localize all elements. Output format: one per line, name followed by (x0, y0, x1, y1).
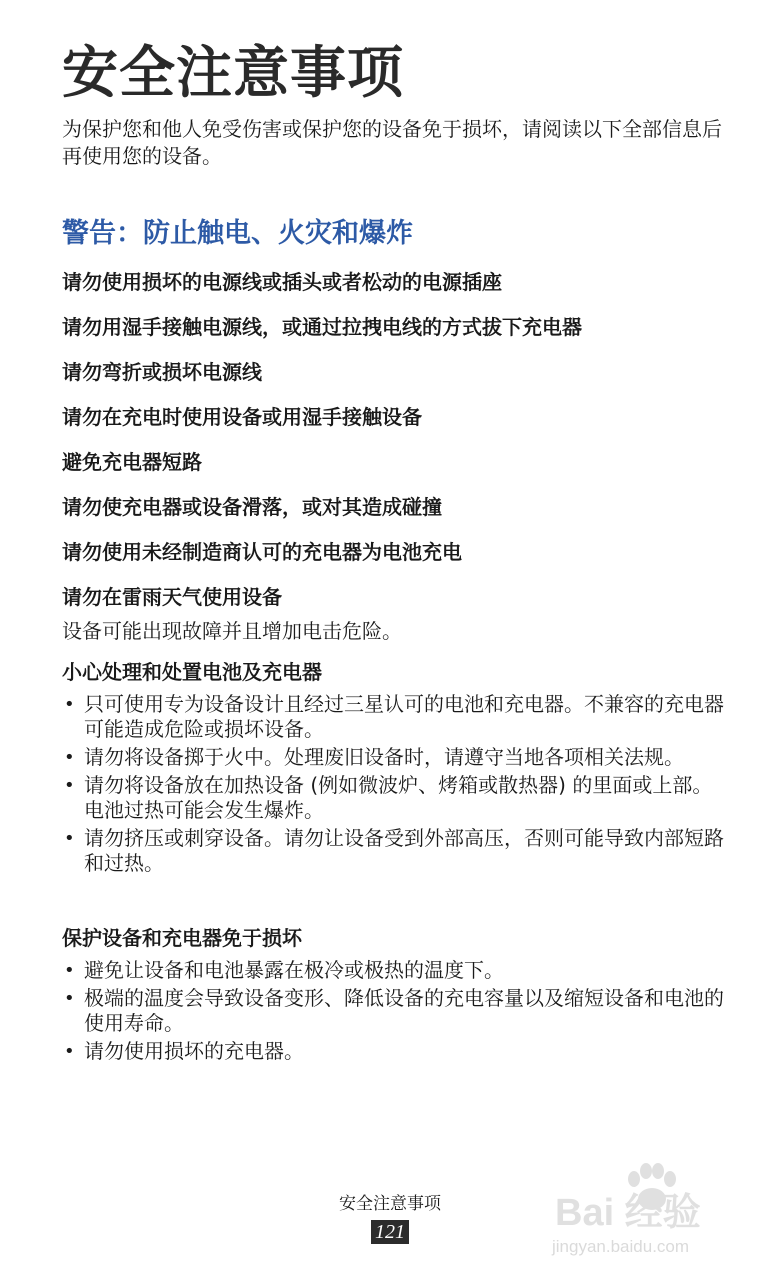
thunder-description: 设备可能出现故障并且增加电击危险。 (62, 619, 402, 643)
bullet-icon: • (64, 960, 75, 981)
bullet-icon: • (64, 1041, 75, 1062)
watermark-brand: Bai 经验 (555, 1192, 701, 1234)
rule-item: 避免充电器短路 (62, 450, 202, 474)
battery-heading: 小心处理和处置电池及充电器 (62, 660, 322, 684)
battery-bullet-list (62, 692, 727, 879)
bullet-icon: • (64, 775, 75, 796)
list-item: • 请勿将设备掷于火中。处理废旧设备时，请遵守当地各项相关法规。 (64, 745, 684, 769)
rule-item: 请勿使充电器或设备滑落，或对其造成碰撞 (62, 495, 442, 519)
list-item: • 请勿挤压或刺穿设备。请勿让设备受到外部高压，否则可能导致内部短路和过热。 (64, 826, 724, 875)
bullet-icon: • (64, 988, 75, 1009)
rule-item: 请勿用湿手接触电源线，或通过拉拽电线的方式拔下充电器 (62, 315, 582, 339)
list-item: • 只可使用专为设备设计且经过三星认可的电池和充电器。不兼容的充电器可能造成危险或损坏设备。 (64, 692, 724, 741)
page-title: 安全注意事项 (62, 41, 404, 106)
rule-item: 请勿在雷雨天气使用设备 (62, 585, 282, 609)
warning-heading: 警告：防止触电、火灾和爆炸 (62, 218, 413, 249)
list-item: • 请勿使用损坏的充电器。 (64, 1039, 304, 1063)
footer-title: 安全注意事项 (339, 1194, 441, 1214)
protect-bullet-list (62, 958, 727, 1067)
bullet-icon: • (64, 694, 75, 715)
rule-item: 请勿弯折或损坏电源线 (62, 360, 262, 384)
protect-heading: 保护设备和充电器免于损坏 (62, 926, 302, 950)
list-item: • 请勿将设备放在加热设备 (例如微波炉、烤箱或散热器) 的里面或上部。电池过热可能会发生爆炸。 (64, 773, 713, 822)
page-number: 121 (371, 1220, 409, 1244)
list-item: • 极端的温度会导致设备变形、降低设备的充电容量以及缩短设备和电池的使用寿命。 (64, 986, 724, 1035)
bullet-icon: • (64, 828, 75, 849)
bullet-icon: • (64, 747, 75, 768)
intro-paragraph: 为保护您和他人免受伤害或保护您的设备免于损坏，请阅读以下全部信息后再使用您的设备。 (62, 117, 722, 168)
watermark-url: jingyan.baidu.com (552, 1237, 690, 1256)
baidu-watermark (550, 1163, 750, 1273)
list-item: • 避免让设备和电池暴露在极冷或极热的温度下。 (64, 958, 504, 982)
rule-item: 请勿使用未经制造商认可的充电器为电池充电 (62, 540, 462, 564)
rule-item: 请勿在充电时使用设备或用湿手接触设备 (62, 405, 422, 429)
rule-item: 请勿使用损坏的电源线或插头或者松动的电源插座 (62, 270, 502, 294)
